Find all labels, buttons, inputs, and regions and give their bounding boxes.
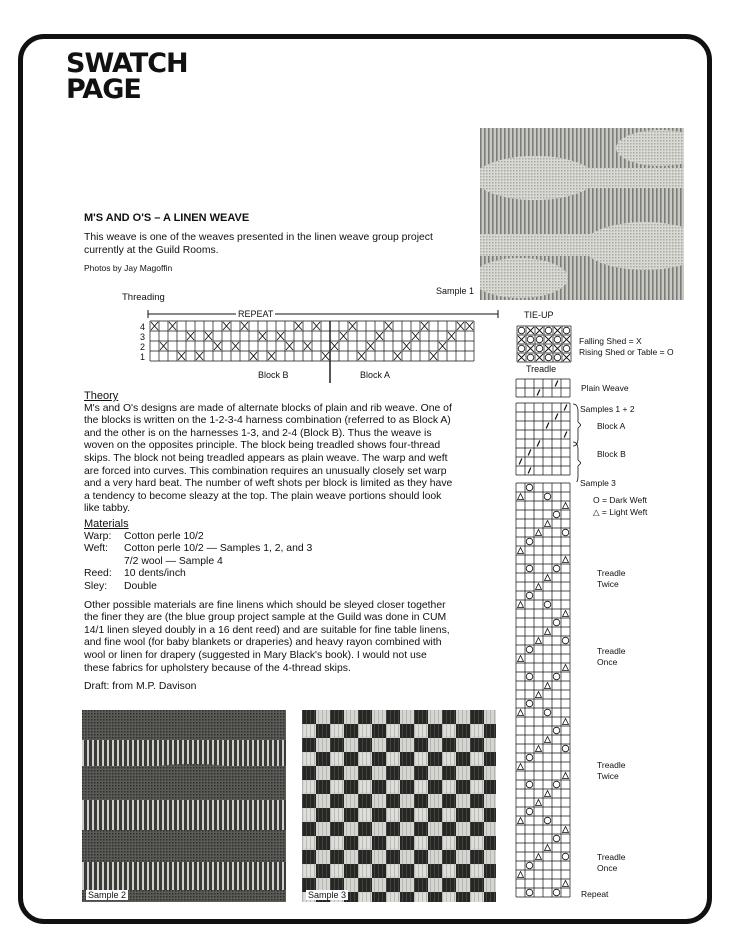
- sample1-photo: [480, 128, 684, 300]
- s12-block-b-label: Block B: [597, 449, 626, 459]
- plain-weave-grid: [515, 378, 575, 400]
- sample3-caption: Sample 3: [308, 890, 347, 900]
- treadle-label: Treadle: [526, 364, 557, 374]
- theory-heading: Theory: [84, 390, 119, 402]
- photo-credit: Photos by Jay Magoffin: [84, 263, 173, 273]
- sample1-caption: Sample 1: [436, 286, 475, 296]
- s12-block-a-label: Block A: [597, 421, 626, 431]
- samples-1-2-label: Samples 1 + 2: [580, 404, 635, 414]
- theory-text: M's and O's designs are made of alternate blocks of plain and rib weave. One of the blocks is written on the 1-2-3-4 harness combination (referred to as Block A) and the other is on the harnesses 1-3, and 2-4 (Block B). Thus the weave is woven on the opposites principle. The block being treadled shows four-thread skips. The block not being treadled appears as plain weave. The warp and weft are forced into curves. This combination requires an unusually closely set warp and a very hard beat. The number of weft shots per block is limited as they have a tendency to become sleazy at the top. The plain weave portions should look like tabby.: [84, 402, 453, 515]
- tieup-label: TIE-UP: [524, 310, 554, 320]
- falling-shed-legend: Falling Shed = X: [579, 336, 642, 346]
- light-weft-legend: △ = Light Weft: [593, 507, 648, 517]
- theory-section: [84, 390, 454, 516]
- samples-1-2-grid: [515, 402, 581, 482]
- repeat-note: Repeat: [581, 889, 609, 899]
- other-materials-text: Other possible materials are fine linens which should be sleyed closer together the finer they are (the blue group project sample at the Guild was done in CUM 14/1 linen sleyed doubly in a 16 dent reed) and are suitable for fine table linens, and fine wool (for baby blankets or draperies) and heavy rayon combined with wool or linen for drapery (suggested in Mary Black's book). I would not use these fabrics for upholstery because of the 4-thread skips.: [84, 599, 450, 674]
- rising-shed-legend: Rising Shed or Table = O: [579, 347, 674, 357]
- intro-text: This weave is one of the weaves presented in the linen weave group project currently at the Guild Rooms.: [84, 232, 433, 256]
- threading-label: Threading: [122, 292, 165, 303]
- treadle-once-note-1: Treadle Once: [597, 646, 626, 667]
- repeat-label: REPEAT: [238, 309, 274, 319]
- sample2-caption: Sample 2: [88, 890, 127, 900]
- page-title-line2: PAGE: [66, 74, 141, 105]
- treadle-twice-note-1: Treadle Twice: [597, 568, 626, 589]
- materials-heading: Materials: [84, 518, 129, 530]
- threading-draft: [130, 305, 510, 383]
- treadle-once-note-2: Treadle Once: [597, 852, 626, 873]
- treadle-twice-note-2: Treadle Twice: [597, 760, 626, 781]
- article-title: M'S AND O'S – A LINEN WEAVE: [84, 212, 250, 224]
- sample3-photo: [302, 710, 496, 902]
- page-title-line1: SWATCH: [66, 48, 188, 79]
- sample-3-label: Sample 3: [580, 478, 616, 488]
- sample2-photo: [82, 710, 286, 902]
- block-a-label: Block A: [360, 370, 391, 380]
- sample-3-treadling-grid: [515, 482, 575, 902]
- dark-weft-legend: O = Dark Weft: [593, 495, 647, 505]
- materials-section: Materials Warp: Cotton perle 10/2 Weft: Cotton perle 10/2 — Samples 1, 2, and 3 7/2 wool — Sample 4 Reed: 10 dents/inch Sley: Double Other possible materials are fine linens which should be sleyed closer together the finer they are (the blue group project sample at the Guild was done in CUM 14/1 linen sleyed doubly in a 16 dent reed) and are suitable for fine table linens, and fine wool (for baby blankets or draperies) and heavy rayon combined with wool or linen for drapery (suggested in Mary Black's book). I would not use these fabrics for upholstery because of the 4-thread skips. Draft: from M.P. Davison: [84, 518, 454, 694]
- tieup-grid: [516, 325, 576, 365]
- plain-weave-label: Plain Weave: [581, 383, 629, 393]
- block-b-label: Block B: [258, 370, 289, 380]
- draft-source: Draft: from M.P. Davison: [84, 681, 197, 693]
- harness-numbers: 4 3 2 1: [140, 322, 146, 362]
